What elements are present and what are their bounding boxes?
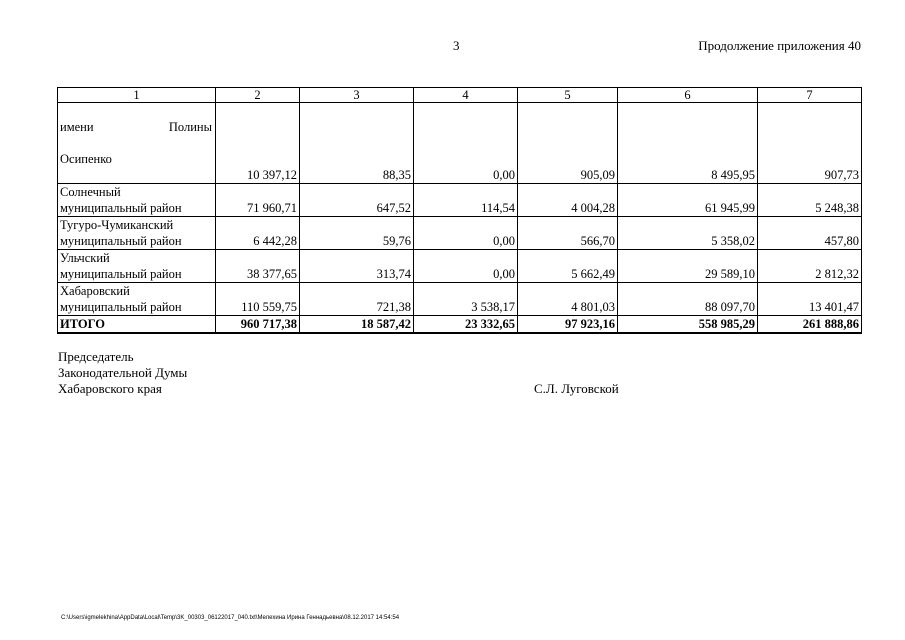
column-header: 3 xyxy=(300,88,414,103)
table-cell: 5 248,38 xyxy=(758,184,862,217)
row-name-part: Осипенко xyxy=(60,152,112,166)
signature-name: С.Л. Луговской xyxy=(534,381,619,396)
table-cell: 88 097,70 xyxy=(618,283,758,316)
table-cell: 59,76 xyxy=(300,217,414,250)
table-cell: 114,54 xyxy=(414,184,518,217)
table-cell: 110 559,75 xyxy=(216,283,300,316)
row-name-part: имени xyxy=(60,120,94,134)
table-cell: 38 377,65 xyxy=(216,250,300,283)
column-header: 7 xyxy=(758,88,862,103)
table-cell: 5 662,49 xyxy=(518,250,618,283)
table-cell: 4 801,03 xyxy=(518,283,618,316)
page-number: 3 xyxy=(453,38,460,53)
column-header: 2 xyxy=(216,88,300,103)
table-header-row xyxy=(58,88,862,103)
footer-file-path: C:\Users\igmelekhina\AppData\Local\Temp\3K_00303_06122017_040.txt\Мелехина Ирина Геннадьевна\08.12.2017 14:54:54 xyxy=(61,615,400,621)
continuation-label: Продолжение приложения 40 xyxy=(698,38,861,53)
total-cell: 97 923,16 xyxy=(518,316,618,334)
table-cell: 457,80 xyxy=(758,217,862,250)
table-cell: 3 538,17 xyxy=(414,283,518,316)
table-row xyxy=(58,250,862,283)
table-cell: 0,00 xyxy=(414,217,518,250)
table-cell: 71 960,71 xyxy=(216,184,300,217)
row-name-part: Полины xyxy=(168,120,212,134)
table-row xyxy=(58,103,862,184)
table-cell: 313,74 xyxy=(300,250,414,283)
table-cell: 2 812,32 xyxy=(758,250,862,283)
table-cell: 647,52 xyxy=(300,184,414,217)
signature-title-line: Законодательной Думы xyxy=(58,365,188,380)
table-cell: 5 358,02 xyxy=(618,217,758,250)
table-cell: 6 442,28 xyxy=(216,217,300,250)
row-name-cell: Ульчский муниципальный район xyxy=(58,250,216,283)
table-cell: 721,38 xyxy=(300,283,414,316)
table-cell: 8 495,95 xyxy=(618,103,758,184)
row-name-cell: Солнечный муниципальный район xyxy=(58,184,216,217)
table-cell: 0,00 xyxy=(414,250,518,283)
row-name-cell: Тугуро-Чумиканский муниципальный район xyxy=(58,217,216,250)
column-header: 1 xyxy=(58,88,216,103)
column-header: 4 xyxy=(414,88,518,103)
signature-title-line: Председатель xyxy=(58,349,134,364)
table-row xyxy=(58,184,862,217)
table-cell: 10 397,12 xyxy=(216,103,300,184)
total-label: ИТОГО xyxy=(58,316,216,334)
data-table xyxy=(57,87,862,334)
total-row xyxy=(58,316,862,334)
table-row xyxy=(58,283,862,316)
table-cell: 88,35 xyxy=(300,103,414,184)
column-header: 6 xyxy=(618,88,758,103)
total-cell: 558 985,29 xyxy=(618,316,758,334)
total-cell: 261 888,86 xyxy=(758,316,862,334)
table-cell: 29 589,10 xyxy=(618,250,758,283)
table-cell: 566,70 xyxy=(518,217,618,250)
signature-title-line: Хабаровского края xyxy=(58,381,162,396)
total-cell: 23 332,65 xyxy=(414,316,518,334)
table-cell: 0,00 xyxy=(414,103,518,184)
table-row xyxy=(58,217,862,250)
table-cell: 907,73 xyxy=(758,103,862,184)
table-cell: 905,09 xyxy=(518,103,618,184)
table-cell: 13 401,47 xyxy=(758,283,862,316)
row-name-cell xyxy=(58,103,216,184)
row-name-cell: Хабаровский муниципальный район xyxy=(58,283,216,316)
table-cell: 61 945,99 xyxy=(618,184,758,217)
column-header: 5 xyxy=(518,88,618,103)
signature-block xyxy=(58,349,187,397)
total-cell: 960 717,38 xyxy=(216,316,300,334)
table-cell: 4 004,28 xyxy=(518,184,618,217)
total-cell: 18 587,42 xyxy=(300,316,414,334)
